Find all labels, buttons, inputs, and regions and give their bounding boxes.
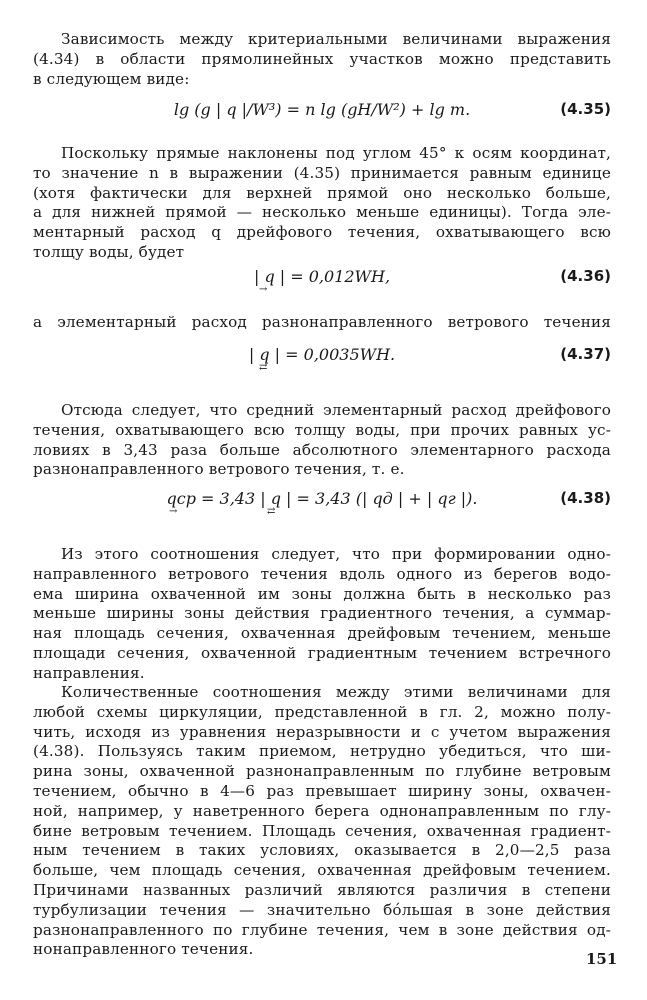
text-line: меньше ширины зоны действия градиентного течения, а суммар-	[33, 604, 611, 623]
text-line: (хотя фактически для верхней прямой оно несколько больше,	[33, 183, 611, 202]
vector-arrow: →	[169, 506, 178, 517]
formula-number: (4.36)	[560, 267, 611, 285]
text-line: ментарный расход q дрейфового течения, охватывающего всю	[33, 223, 611, 242]
text-line: площади сечения, охваченной градиентным течением встречного	[33, 643, 611, 662]
text-line: то значение n в выражении (4.35) принимается равным единице	[33, 163, 611, 182]
formula-number: (4.38)	[560, 489, 611, 507]
formula-4-35	[33, 100, 611, 124]
text-line: ным течением в таких условиях, оказывается в 2,0—2,5 раза	[33, 841, 611, 860]
text-line: в следующем виде:	[33, 69, 190, 88]
text-line: турбулизации течения — значительно бóльшая в зоне действия	[33, 900, 611, 919]
text-line: больше, чем площадь сечения, охваченная дрейфовым течением.	[33, 861, 611, 880]
text-line: толщу воды, будет	[33, 242, 185, 261]
paragraph-3	[33, 313, 611, 333]
text-line: рина зоны, охваченной разнонаправленным по глубине ветровым	[33, 762, 611, 781]
text-line: Из этого соотношения следует, что при формировании одно-	[61, 545, 611, 563]
formula-expression: qср = 3,43 | q | = 3,43 (| qд | + | qг |).	[166, 489, 478, 508]
paragraph-2	[33, 144, 611, 263]
text-line: ная площадь сечения, охваченная дрейфовым течением, меньше	[33, 624, 611, 643]
text-line: нонаправленного течения.	[33, 940, 254, 959]
text-line: течением, обычно в 4—6 раз превышает ширину зоны, охвачен-	[33, 781, 611, 800]
formula-expression: | q | = 0,012WH,	[253, 267, 391, 286]
text-line: разнонаправленного ветрового течения, т. е.	[33, 460, 405, 479]
text-line: разнонаправленного по глубине течения, чем в зоне действия од-	[33, 920, 611, 939]
text-line: ловиях в 3,43 раза больше абсолютного элементарного расхода	[33, 440, 611, 459]
text-line: Отсюда следует, что средний элементарный расход дрейфового	[61, 401, 611, 419]
text-line: (4.38). Пользуясь таким приемом, нетрудно убедиться, что ши-	[33, 742, 611, 761]
text-line: а элементарный расход разнонаправленного ветрового течения	[33, 313, 611, 331]
formula-expression: | q | = 0,0035WH.	[248, 345, 396, 364]
formula-expression: lg (g | q |/W³) = n lg (gH/W²) + lg m.	[173, 100, 471, 119]
text-line: течения, охватывающего всю толщу воды, при прочих равных ус-	[33, 420, 611, 439]
text-line: чить, исходя из уравнения неразрывности и с учетом выражения	[33, 722, 611, 741]
formula-4-37	[33, 345, 611, 373]
page-number: 151	[586, 950, 618, 968]
paragraph-6	[33, 683, 611, 960]
text-line: а для нижней прямой — несколько меньше единицы). Тогда эле-	[33, 203, 611, 222]
text-line: Зависимость между критериальными величинами выражения	[61, 30, 611, 48]
text-line: направления.	[33, 663, 145, 682]
text-line: Причинами названных различий являются различия в степени	[33, 880, 611, 899]
text-line: Поскольку прямые наклонены под углом 45° к осям координат,	[61, 144, 611, 162]
vector-arrow: →	[259, 284, 268, 295]
text-line: Количественные соотношения между этими величинами для	[61, 683, 611, 701]
text-line: бине ветровым течением. Площадь сечения, охваченная градиент-	[33, 821, 611, 840]
paragraph-1	[33, 30, 611, 89]
paragraph-5	[33, 545, 611, 684]
text-line: ема ширина охваченной им зоны должна быть в несколько раз	[33, 584, 611, 603]
bidirectional-arrow: ⇄	[259, 362, 268, 373]
text-line: ной, например, у наветренного берега однонаправленным по глу-	[33, 801, 611, 820]
text-line: (4.34) в области прямолинейных участков можно представить	[33, 49, 611, 68]
formula-number: (4.37)	[560, 345, 611, 363]
formula-4-36	[33, 267, 611, 295]
text-line: любой схемы циркуляции, представленной в гл. 2, можно полу-	[33, 702, 611, 721]
formula-number: (4.35)	[560, 100, 611, 118]
formula-4-38	[33, 489, 611, 517]
bidirectional-arrow: ⇄	[267, 506, 276, 517]
text-line: направленного ветрового течения вдоль одного из берегов водо-	[33, 564, 611, 583]
paragraph-4	[33, 401, 611, 480]
